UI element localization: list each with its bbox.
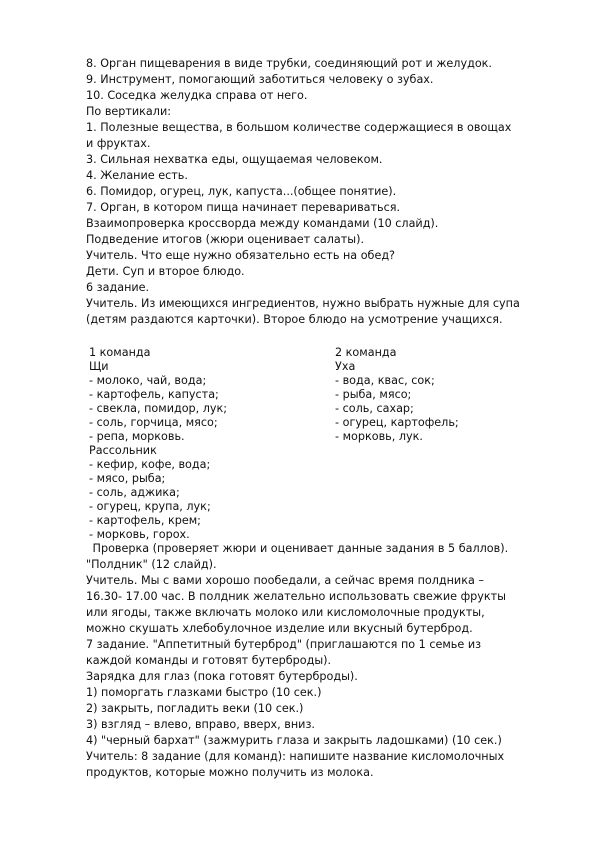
text-line: Учитель: 8 задание (для команд): напишите название кисломолочных [86, 750, 505, 763]
list-item: - вода, квас, сок; [335, 374, 435, 387]
list-item: - огурец, картофель; [335, 416, 459, 429]
text-line: 4) "черный бархат" (зажмурить глаза и закрыть ладошками) (10 сек.) [86, 734, 502, 747]
text-line: 2) закрыть, погладить веки (10 сек.) [86, 702, 304, 715]
list-item: - соль, горчица, мясо; [89, 416, 218, 429]
text-line: 7 задание. "Аппетитный бутерброд" (приглашаются по 1 семье из [86, 638, 482, 651]
list-item: - картофель, капуста; [89, 388, 219, 401]
section-heading: По вертикали: [86, 105, 171, 118]
text-line: Взаимопроверка кроссворда между командами (10 слайд). [86, 217, 439, 230]
text-line: 16.30- 17.00 час. В полдник желательно использовать свежие фрукты [86, 590, 506, 603]
list-item: - свекла, помидор, лук; [89, 402, 228, 415]
text-line: можно скушать хлебобулочное изделие или вкусный бутерброд. [86, 622, 473, 635]
text-line: Подведение итогов (жюри оценивает салаты). [86, 233, 365, 246]
text-line: Зарядка для глаз (пока готовят бутерброды). [86, 670, 358, 683]
text-line: Проверка (проверяет жюри и оценивает данные задания в 5 баллов). [89, 542, 509, 555]
team2-title: 2 команда [335, 346, 397, 359]
text-line: 9. Инструмент, помогающий заботиться человеку о зубах. [86, 73, 434, 86]
list-item: - молоко, чай, вода; [89, 374, 207, 387]
text-line: 3. Сильная нехватка еды, ощущаемая человеком. [86, 153, 383, 166]
text-line: "Полдник" (12 слайд). [86, 558, 217, 571]
list-item: - рыба, мясо; [335, 388, 412, 401]
text-line: и фруктах. [86, 137, 151, 150]
list-item: Щи [89, 360, 109, 373]
text-line: продуктов, которые можно получить из молока. [86, 766, 374, 779]
list-item: - соль, сахар; [335, 402, 414, 415]
text-line: Учитель. Из имеющихся ингредиентов, нужно выбрать нужные для супа [86, 297, 520, 310]
list-item: - огурец, крупа, лук; [89, 500, 211, 513]
list-item: - морковь, горох. [89, 528, 190, 541]
list-item: - кефир, кофе, вода; [89, 458, 211, 471]
text-line: Учитель. Мы с вами хорошо пообедали, а сейчас время полдника – [86, 574, 484, 587]
list-item: - мясо, рыба; [89, 472, 166, 485]
list-item: - морковь, лук. [335, 430, 423, 443]
list-item: Уха [335, 360, 356, 373]
text-line: 1. Полезные вещества, в большом количестве содержащиеся в овощах [86, 121, 512, 134]
text-line: каждой команды и готовят бутерброды). [86, 654, 332, 667]
text-line: Учитель. Что еще нужно обязательно есть на обед? [86, 249, 395, 262]
list-item: - репа, морковь. [89, 430, 185, 443]
text-line: 4. Желание есть. [86, 169, 188, 182]
text-line: 3) взгляд – влево, вправо, вверх, вниз. [86, 718, 315, 731]
text-line: 10. Соседка желудка справа от него. [86, 89, 308, 102]
list-item: Рассольник [89, 444, 157, 457]
text-line: Дети. Суп и второе блюдо. [86, 265, 245, 278]
text-line: 8. Орган пищеварения в виде трубки, соединяющий рот и желудок. [86, 57, 492, 70]
list-item: - соль, аджика; [89, 486, 180, 499]
text-line: 6. Помидор, огурец, лук, капуста...(общее понятие). [86, 185, 397, 198]
text-line: или ягоды, также включать молоко или кисломолочные продукты, [86, 606, 485, 619]
list-item: - картофель, крем; [89, 514, 201, 527]
text-line: 7. Орган, в котором пища начинает перевариваться. [86, 201, 401, 214]
text-line: 6 задание. [86, 281, 150, 294]
text-line: (детям раздаются карточки). Второе блюдо на усмотрение учащихся. [86, 313, 503, 326]
text-line: 1) поморгать глазками быстро (10 сек.) [86, 686, 322, 699]
team1-title: 1 команда [89, 346, 151, 359]
